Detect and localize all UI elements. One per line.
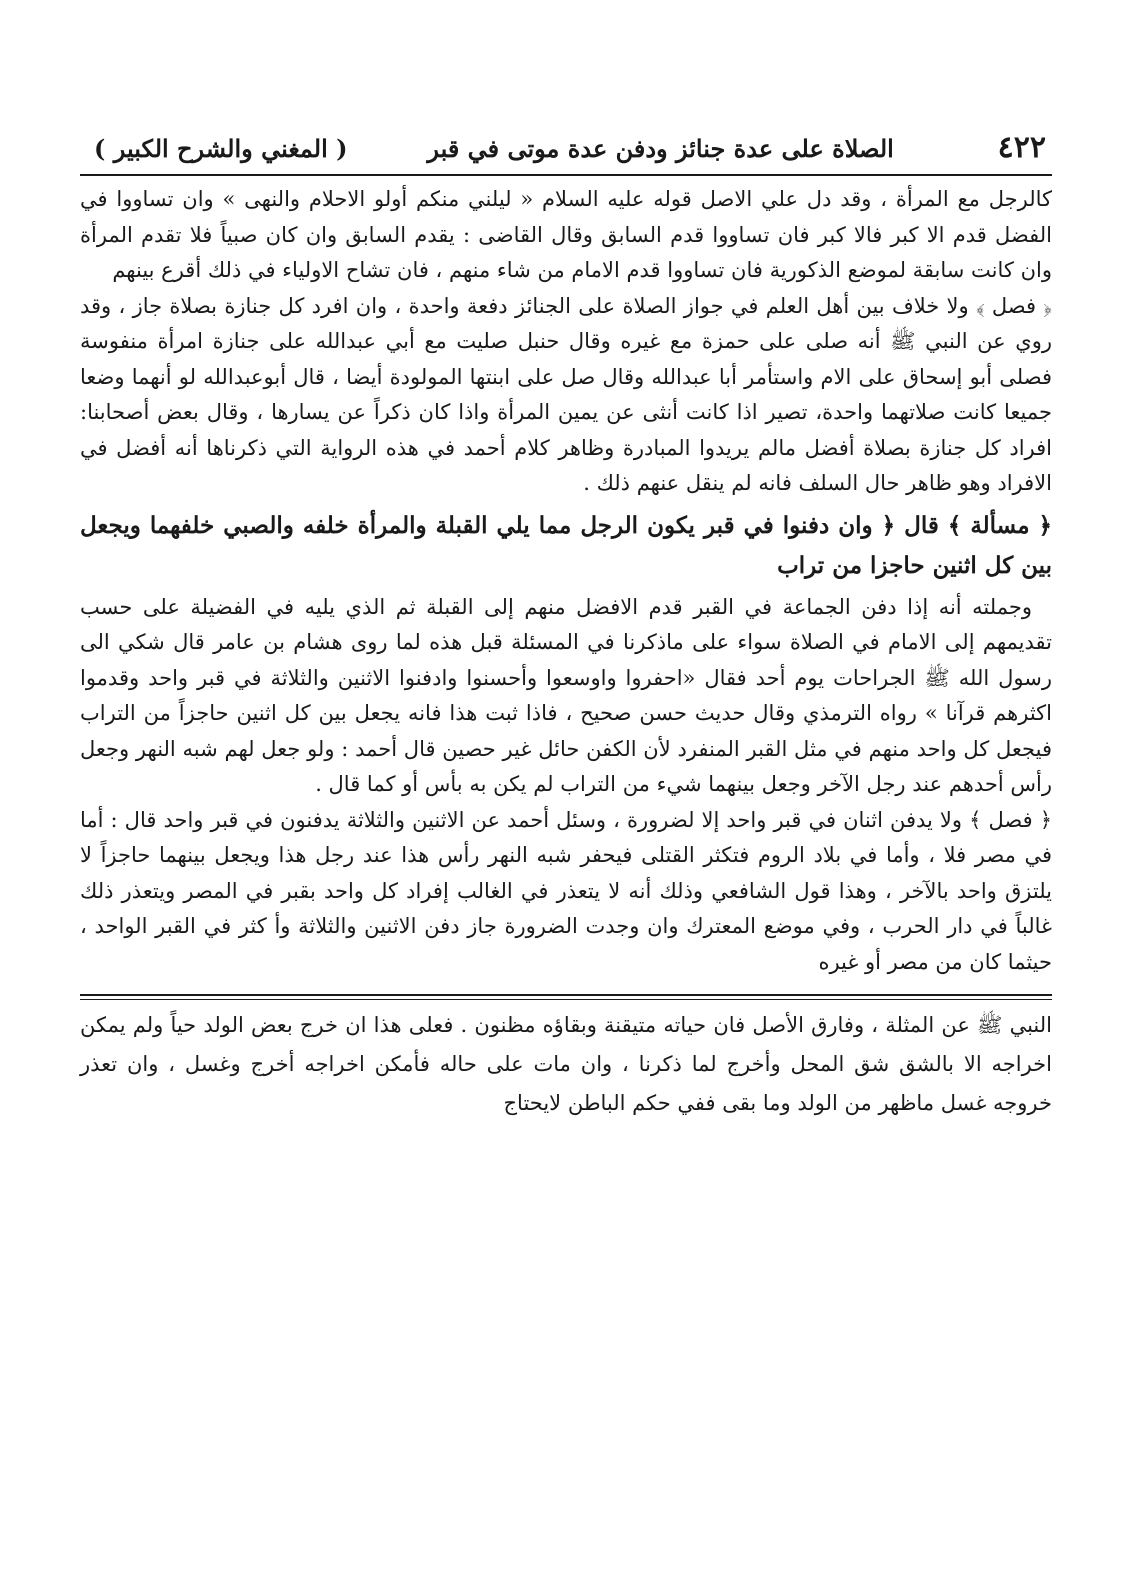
- masala-heading: ﴿ مسألة ﴾ قال ﴿ وان دفنوا في قبر يكون الرجل مما يلي القبلة والمرأة خلفه والصبي خلفهما ويجعل بين كل اثنين حاجزا من تراب: [80, 511, 1052, 579]
- paragraph: وجملته أنه إذا دفن الجماعة في القبر قدم الافضل منهم إلى القبلة ثم الذي يليه في الفضيلة على حسب تقديمهم إلى الامام في الصلاة سواء على ماذكرنا في المسئلة قبل هذه لما روى هشام بن عامر قال شكي الى رسول الله ﷺ الجراحات يوم أحد فقال «احفروا واوسعوا وأحسنوا وادفنوا الاثنين والثلاثة في قبر واحد وقدموا اكثرهم قرآنا » رواه الترمذي وقال حديث حسن صحيح ، فاذا ثبت هذا فانه يجعل بين كل اثنين حاجزاً من التراب فيجعل كل واحد منهم في مثل القبر المنفرد لأن الكفن حائل غير حصين قال أحمد : ولو جعل لهم شبه النهر وجعل رأس أحدهم عند رجل الآخر وجعل بينهما شيء من التراب لم يكن به بأس أو كما قال .: [80, 594, 1052, 796]
- page-number: ٤٢٢: [997, 130, 1046, 165]
- footnote-divider: [80, 994, 1052, 1000]
- main-text: [80, 182, 1052, 980]
- paragraph: ﴿ فصل ﴾ ولا خلاف بين أهل العلم في جواز الصلاة على الجنائز دفعة واحدة ، وان افرد كل جنازة بصلاة جاز ، وقد روي عن النبي ﷺ أنه صلى على حمزة مع غيره وقال حنبل صليت مع أبي عبدالله على جنازة امرأة منفوسة فصلى أبو إسحاق على الام واستأمر أبا عبدالله وقال صل على ابنتها المولودة أيضا ، قال أبوعبدالله لو أنهما وضعا جميعا كانت صلاتهما واحدة، تصير اذا كانت أنثى عن يمين المرأة واذا كان ذكراً عن يسارها ، وقال بعض أصحابنا: افراد كل جنازة بصلاة أفضل مالم يريدوا المبادرة وظاهر كلام أحمد في هذه الرواية التي ذكرناها أنه أفضل في الافراد وهو ظاهر حال السلف فانه لم ينقل عنهم ذلك .: [80, 293, 1052, 495]
- footnote-text: النبي ﷺ عن المثلة ، وفارق الأصل فان حياته متيقنة وبقاؤه مظنون . فعلى هذا ان خرج بعض الولد حياً ولم يمكن اخراجه الا بالشق شق المحل وأخرج لما ذكرنا ، وان مات على حاله فأمكن اخراجه أخرج وغسل ، وان تعذر خروجه غسل ماظهر من الولد وما بقى ففي حكم الباطن لايحتاج: [80, 1013, 1052, 1115]
- page: [80, 130, 1052, 1123]
- page-header: [80, 130, 1052, 176]
- footnote-section: [80, 1006, 1052, 1123]
- book-title: ( المغني والشرح الكبير ): [94, 134, 348, 163]
- paragraph: كالرجل مع المرأة ، وقد دل علي الاصل قوله عليه السلام « ليلني منكم أولو الاحلام والنهى » وان تساووا في الفضل قدم الا كبر فالا كبر فان تساووا قدم السابق وقال القاضى : يقدم السابق وان كان صبياً فلا تقدم المرأة وان كانت سابقة لموضع الذكورية فان تساووا قدم الامام من شاء منهم ، فان تشاح الاولياء في ذلك أقرع بينهم: [80, 187, 1052, 282]
- paragraph: ﴿ فصل ﴾ ولا يدفن اثنان في قبر واحد إلا لضرورة ، وسئل أحمد عن الاثنين والثلاثة يدفنون في قبر واحد قال : أما في مصر فلا ، وأما في بلاد الروم فتكثر القتلى فيحفر شبه النهر رأس هذا عند رجل هذا ويجعل بينهما حاجزاً لا يلتزق واحد بالآخر ، وهذا قول الشافعي وذلك أنه لا يتعذر في الغالب إفراد كل واحد بقبر في المصر ويتعذر ذلك غالباً في دار الحرب ، وفي موضع المعترك وان وجدت الضرورة جاز دفن الاثنين والثلاثة وأ كثر في القبر الواحد ، حيثما كان من مصر أو غيره: [80, 807, 1052, 974]
- running-title: الصلاة على عدة جنائز ودفن عدة موتى في قبر: [427, 134, 894, 163]
